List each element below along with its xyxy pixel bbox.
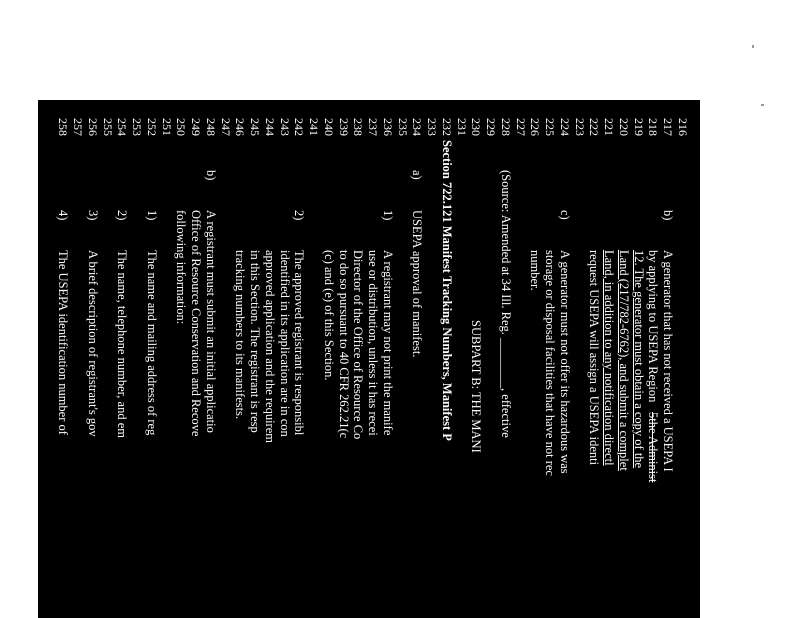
line-number: 244	[263, 118, 277, 136]
line-number: 249	[189, 118, 204, 136]
line-number: 241	[307, 118, 322, 136]
line-number: 223	[572, 118, 587, 136]
line-number: 245	[248, 118, 263, 136]
line-number: 225	[543, 118, 558, 136]
line-text: following information:	[174, 210, 189, 325]
line-text: The name, telephone number, and em	[115, 250, 130, 438]
line-text: Land, in addition to any notification directl	[602, 250, 617, 466]
line-number: 222	[587, 118, 602, 136]
line-text: 2)	[115, 210, 130, 221]
line-number: 243	[277, 118, 292, 136]
line-text: 5the Administ	[646, 412, 661, 483]
line-text: Section 722.121 Manifest Tracking Numbers, Manifest P	[440, 140, 454, 441]
line-number: 232	[440, 118, 454, 136]
line-number: 219	[631, 118, 646, 136]
line-text: A registrant must submit an initial applicatio	[204, 210, 218, 433]
line-text: Office of Resource Conservation and Recove	[189, 210, 204, 437]
line-text: USEPA approval of manifest.	[410, 210, 425, 358]
line-number: 236	[381, 118, 395, 136]
line-text: (c) and (e) of this Section.	[322, 250, 336, 381]
line-number: 246	[233, 118, 248, 136]
line-text: A generator must not offer its hazardous was	[558, 250, 572, 474]
line-number: 239	[336, 118, 351, 136]
line-text: storage or disposal facilities that have not rec	[543, 250, 558, 476]
line-text: The approved registrant is responsibl	[292, 250, 307, 436]
line-text: 1)	[381, 210, 395, 221]
scan-speck	[761, 104, 764, 106]
line-text: The USEPA identification number of	[56, 250, 71, 435]
line-number: 216	[676, 118, 690, 136]
scan-speck	[752, 45, 754, 48]
line-text: Director of the Office of Resource Co	[351, 250, 366, 440]
line-number: 254	[115, 118, 130, 136]
line-text: request USEPA will assign a USEPA identi	[587, 250, 602, 466]
line-number: 233	[425, 118, 440, 136]
line-number: 237	[366, 118, 381, 136]
line-number: 257	[71, 118, 86, 136]
line-number: 217	[661, 118, 676, 136]
line-number: 238	[351, 118, 366, 136]
line-text: b)	[661, 210, 676, 221]
line-number: 235	[395, 118, 410, 136]
line-text: c)	[558, 210, 572, 220]
line-number: 258	[56, 118, 71, 136]
line-number: 247	[218, 118, 233, 136]
line-text: to do so pursuant to 40 CFR 262.21(c	[336, 250, 351, 439]
line-text: 4)	[56, 210, 71, 221]
line-text: A brief description of registrant's gov	[86, 250, 100, 437]
line-number: 230	[469, 118, 484, 136]
line-text: b)	[204, 170, 218, 181]
line-text: The name and mailing address of reg	[145, 250, 159, 436]
line-number: 250	[174, 118, 189, 136]
line-text: 3)	[86, 210, 100, 221]
line-text: 2)	[292, 210, 307, 221]
line-number: 224	[558, 118, 572, 136]
line-text: use or distribution, unless it has recei	[366, 250, 381, 436]
line-text: a)	[410, 170, 425, 180]
line-number: 218	[646, 118, 661, 136]
line-number: 251	[159, 118, 174, 136]
line-text: (Source: Amended at 34 Ill. Reg. ________, effective	[499, 170, 513, 438]
line-text: approved application and the requirem	[263, 250, 277, 443]
line-number: 253	[130, 118, 145, 136]
line-number: 252	[145, 118, 159, 136]
line-number: 228	[499, 118, 513, 136]
line-number: 220	[617, 118, 631, 136]
line-text: identified in its application are in con	[277, 250, 292, 437]
line-number: 226	[528, 118, 543, 136]
line-text: SUBPART B: THE MANI	[469, 320, 484, 453]
line-number: 255	[100, 118, 115, 136]
line-text: Land (217/782-6762), and submit a complet	[617, 250, 631, 471]
line-number: 231	[454, 118, 469, 136]
scanned-page	[38, 100, 700, 618]
line-text: number.	[528, 250, 543, 291]
line-number: 248	[204, 118, 218, 136]
line-text: 12. The generator must obtain a copy of the	[631, 250, 646, 469]
line-text: A generator that has not received a USEPA I	[661, 250, 676, 472]
line-number: 234	[410, 118, 425, 136]
line-number: 221	[602, 118, 617, 136]
line-text: in this Section. The registrant is resp	[248, 250, 263, 433]
line-number: 229	[484, 118, 499, 136]
line-number: 227	[513, 118, 528, 136]
line-number: 240	[322, 118, 336, 136]
line-text: 1)	[145, 210, 159, 221]
line-text: A registrant may not print the manife	[381, 250, 395, 436]
line-text: by applying to USEPA Region	[646, 250, 661, 403]
line-text: tracking numbers to its manifests.	[233, 250, 248, 420]
line-number: 242	[292, 118, 307, 136]
line-number: 256	[86, 118, 100, 136]
rotated-document-sheet	[38, 100, 700, 618]
